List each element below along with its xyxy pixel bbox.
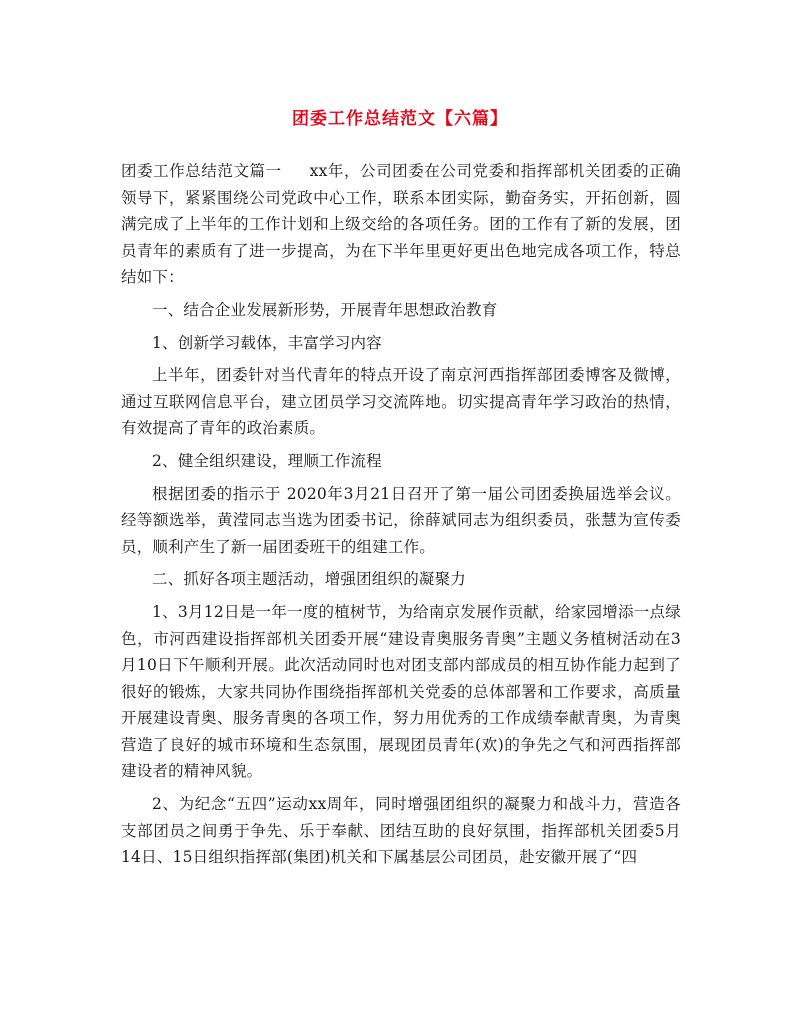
paragraph-intro bbox=[121, 158, 681, 291]
paragraph: 1、3月12日是一年一度的植树节，为给南京发展作贡献，给家园增添一点绿色，市河西建设指挥部机关团委开展“建设青奥服务青奥”主题义务植树活动在3月10日下午顺利开展。此次活动同时也对团支部内部成员的相互协作能力起到了很好的锻炼，大家共同协作围绕指挥部机关党委的总体部署和工作要求，高质量开展建设青奥、服务青奥的各项工作，努力用优秀的工作成绩奉献青奥，为青奥营造了良好的城市环境和生态氛围，展现团员青年(欢)的争先之气和河西指挥部建设者的精神风貌。 bbox=[121, 602, 681, 781]
paragraph: 上半年，团委针对当代青年的特点开设了南京河西指挥部团委博客及微博，通过互联网信息平台，建立团员学习交流阵地。切实提高青年学习政治的热情，有效提高了青年的政治素质。 bbox=[121, 366, 681, 438]
paragraph: 2、为纪念“五四”运动xx周年，同时增强团组织的凝聚力和战斗力，营造各支部团员之间勇于争先、乐于奉献、团结互助的良好氛围，指挥部机关团委5月14日、15日组织指挥部(集团)机关和下属基层公司团员，赴安徽开展了“四 bbox=[121, 795, 681, 867]
paragraph-intro-text: xx年，公司团委在公司党委和指挥部机关团委的正确领导下，紧紧围绕公司党政中心工作，联系本团实际，勤奋务实，开拓创新，圆满完成了上半年的工作计划和上级交给的各项任务。团的工作有了新的发展，团员青年的素质有了进一步提高，为在下半年里更好更出色地完成各项工作，特总结如下： bbox=[121, 162, 681, 287]
section-heading-inline: 团委工作总结范文篇一 bbox=[121, 162, 282, 180]
section-heading: 一、结合企业发展新形势，开展青年思想政治教育 bbox=[152, 300, 498, 319]
subsection-heading: 1、创新学习载体，丰富学习内容 bbox=[152, 333, 382, 352]
document-body bbox=[121, 158, 681, 877]
paragraph: 根据团委的指示于 2020年3月21日召开了第一届公司团委换届选举会议。经等额选举，黄滢同志当选为团委书记，徐薛斌同志为组织委员，张慧为宣传委员，顺利产生了新一届团委班干的组建工作。 bbox=[121, 484, 681, 556]
subsection-heading: 2、健全组织建设，理顺工作流程 bbox=[152, 451, 382, 470]
document-title: 团委工作总结范文【六篇】 bbox=[292, 109, 508, 129]
section-heading: 二、抓好各项主题活动，增强团组织的凝聚力 bbox=[152, 570, 467, 589]
